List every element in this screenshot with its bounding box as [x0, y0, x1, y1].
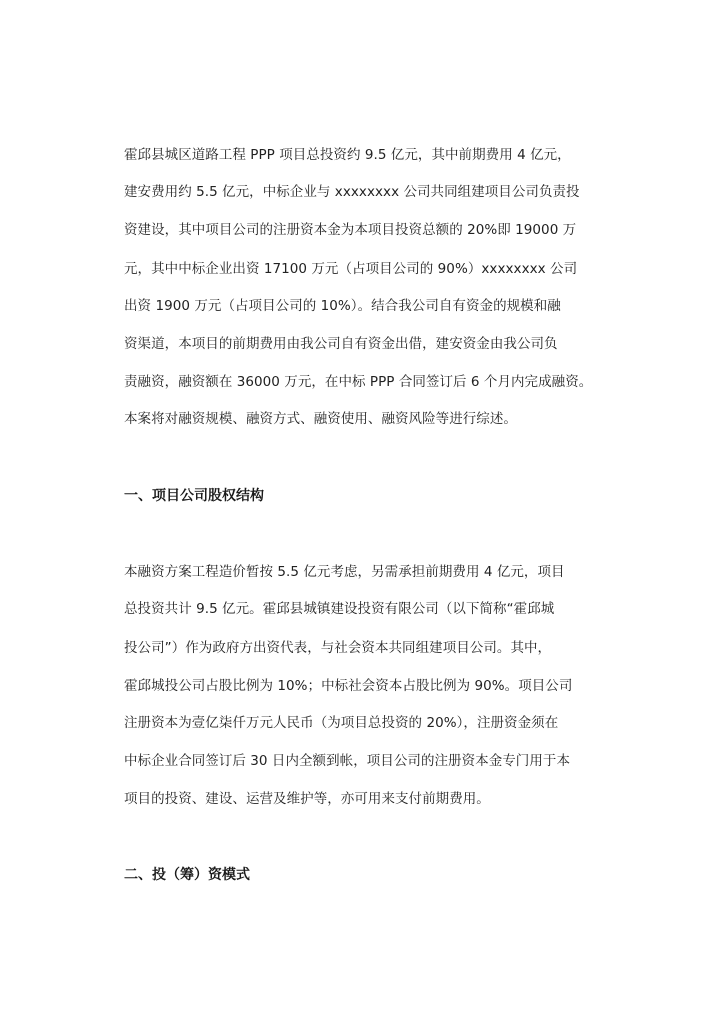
paragraph-2-line-3: 投公司”）作为政府方出资代表，与社会资本共同组建项目公司。其中， [124, 640, 552, 656]
paragraph-2-line-4: 霍邱城投公司占股比例为 10%；中标社会资本占股比例为 90%。项目公司 [124, 678, 573, 694]
paragraph-2-line-5: 注册资本为壹亿柒仟万元人民币（为项目总投资的 20%），注册资金须在 [124, 715, 559, 731]
paragraph-1-line-3: 资建设，其中项目公司的注册资本金为本项目投资总额的 20%即 19000 万 [124, 222, 577, 238]
paragraph-1-line-6: 资渠道，本项目的前期费用由我公司自有资金出借，建安资金由我公司负 [124, 336, 558, 352]
paragraph-1-line-5: 出资 1900 万元（占项目公司的 10%）。结合我公司自有资金的规模和融 [124, 298, 561, 314]
paragraph-1-line-7: 责融资，融资额在 36000 万元，在中标 PPP 合同签订后 6 个月内完成融资。 [124, 374, 593, 390]
section-heading-1: 一、项目公司股权结构 [124, 488, 264, 504]
paragraph-2-line-2: 总投资共计 9.5 亿元。霍邱县城镇建设投资有限公司（以下简称“霍邱城 [124, 601, 555, 617]
paragraph-2-line-1: 本融资方案工程造价暂按 5.5 亿元考虑，另需承担前期费用 4 亿元，项目 [124, 564, 565, 580]
paragraph-1-line-1: 霍邱县城区道路工程 PPP 项目总投资约 9.5 亿元，其中前期费用 4 亿元， [124, 147, 571, 163]
paragraph-1-line-4: 元，其中中标企业出资 17100 万元（占项目公司的 90%）xxxxxxxx 公司 [124, 261, 578, 277]
paragraph-1-line-8: 本案将对融资规模、融资方式、融资使用、融资风险等进行综述。 [124, 411, 517, 427]
paragraph-2-line-7: 项目的投资、建设、运营及维护等，亦可用来支付前期费用。 [124, 791, 490, 807]
paragraph-1-line-2: 建安费用约 5.5 亿元，中标企业与 xxxxxxxx 公司共同组建项目公司负责投 [124, 184, 580, 200]
paragraph-2-line-6: 中标企业合同签订后 30 日内全额到帐，项目公司的注册资本金专门用于本 [124, 753, 571, 769]
section-heading-2: 二、投（筹）资模式 [124, 867, 250, 883]
